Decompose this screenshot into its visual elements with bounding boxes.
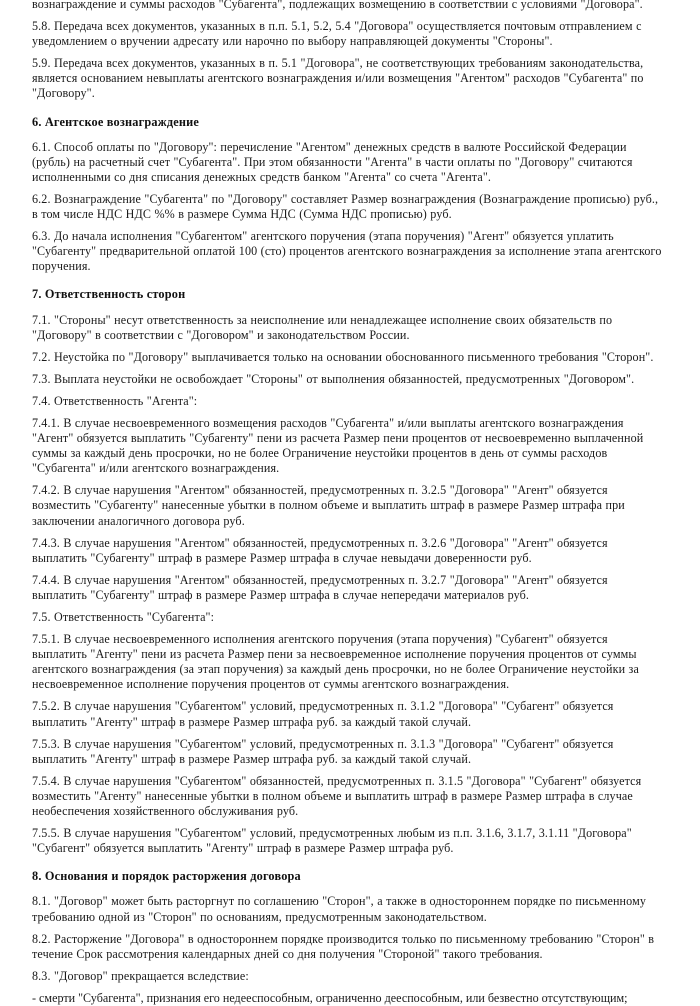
paragraph: 7.4.4. В случае нарушения "Агентом" обязанностей, предусмотренных п. 3.2.7 "Договора" "Агент" обязуется выплатить "Субагенту" штраф в размере Размер штрафа в случае непередачи материалов руб. [32, 572, 608, 602]
paragraph: 7.4.3. В случае нарушения "Агентом" обязанностей, предусмотренных п. 3.2.6 "Договора" "Агент" обязуется выплатить "Субагенту" штраф в размере Размер штрафа в случае невыдачи доверенности руб. [32, 535, 608, 565]
paragraph: 7.5.4. В случае нарушения "Субагентом" обязанностей, предусмотренных п. 3.1.5 "Договора" "Субагент" обязуется возместить "Агенту" нанесенные убытки в полном объеме и выплатить штраф в размере Размер штрафа в случае необеспечения хозяйственного обслуживания руб. [32, 773, 642, 819]
paragraph: 8.1. "Договор" может быть расторгнут по соглашению "Сторон", а также в одностороннем порядке по письменному требованию одной из "Сторон" по основаниям, предусмотренным законодательством. [32, 894, 647, 924]
paragraph: 7.4.1. В случае несвоевременного возмещения расходов "Субагента" и/или выплаты агентского вознаграждения "Агент" обязуется выплатить "Субагенту" пени из расчета Размер пени процентов от несвоевременно выплаченной суммы за каждый день просрочки, но не более Ограничение неустойки процентов в день от суммы расходов "Субагента" и/или агентского вознаграждения. [32, 415, 644, 476]
paragraph: 7.5. Ответственность "Субагента": [32, 610, 215, 624]
paragraph: 7.5.3. В случае нарушения "Субагентом" условий, предусмотренных п. 3.1.3 "Договора" "Субагент" обязуется выплатить "Агенту" штраф в размере Размер штрафа руб. за каждый такой случай. [32, 736, 614, 766]
list-item: - смерти "Субагента", признания его недееспособным, ограниченно дееспособным, или безвестно отсутствующим; [32, 990, 628, 1005]
paragraph: 7.5.2. В случае нарушения "Субагентом" условий, предусмотренных п. 3.1.2 "Договора" "Субагент" обязуется выплатить "Агенту" штраф в размере Размер штрафа руб. за каждый такой случай. [32, 699, 614, 729]
paragraph: 7.4.2. В случае нарушения "Агентом" обязанностей, предусмотренных п. 3.2.5 "Договора" "Агент" обязуется возместить "Субагенту" нанесенные убытки в полном объеме и выплатить штраф в размере Размер штрафа при заключении аналогичного договора руб. [32, 483, 625, 528]
paragraph: 6.2. Вознаграждение "Субагента" по "Договору" составляет Размер вознаграждения (Вознаграждение прописью) руб., в том числе НДС НДС %% в размере Сумма НДС (Сумма НДС прописью) руб. [32, 191, 659, 222]
section-heading: 8. Основания и порядок расторжения договора [32, 869, 301, 884]
paragraph: вознаграждение и суммы расходов "Субагента", подлежащих возмещению в соответствии с условиями "Договора". [32, 0, 643, 11]
paragraph: 8.3. "Договор" прекращается вследствие: [32, 968, 249, 983]
paragraph: 7.2. Неустойка по "Договору" выплачивается только на основании обоснованного письменного требования "Сторон". [32, 349, 654, 364]
paragraph: 5.8. Передача всех документов, указанных в п.п. 5.1, 5.2, 5.4 "Договора" осуществляется почтовым отправлением с уведомлением о вручении адресату или нарочно по выбору направляющей документы "Стороны". [32, 19, 642, 49]
paragraph: 7.5.1. В случае несвоевременного исполнения агентского поручения (этапа поручения) "Субагент" обязуется выплатить "Агенту" пени из расчета Размер пени за несвоевременное исполнение поручения процентов от суммы агентского вознаграждения (за этап поручения) за каждый день просрочки, но не более Ограничение неустойки за несвоевременное исполнение поручения процентов от суммы агентского вознаграждения. [32, 632, 639, 692]
paragraph: 7.3. Выплата неустойки не освобождает "Стороны" от выполнения обязанностей, предусмотренных "Договором". [32, 371, 635, 386]
paragraph: 8.2. Расторжение "Договора" в одностороннем порядке производится только по письменному требованию "Сторон" в течение Срок рассмотрения календарных дней со дня получения "Стороной" такого требования. [32, 931, 655, 961]
paragraph: 7.4. Ответственность "Агента": [32, 393, 198, 408]
paragraph: 6.1. Способ оплаты по "Договору": перечисление "Агентом" денежных средств в валюте Российской Федерации (рубль) на расчетный счет "Субагента". При этом обязанности "Агента" в части оплаты по "Договору" считаются исполненными со дня списания денежных средств банком "Агента" со счета "Агента". [32, 139, 633, 184]
paragraph: 6.3. До начала исполнения "Субагентом" агентского поручения (этапа поручения) "Агент" обязуется уплатить "Субагенту" предварительной оплатой 100 (сто) процентов агентского вознаграждения за исполнение этапа агентского поручения. [32, 229, 662, 274]
paragraph: 5.9. Передача всех документов, указанных в п. 5.1 "Договора", не соответствующих требованиям законодательства, является основанием невыплаты агентского вознаграждения и/или возмещения "Агентом" расходов "Субагента" по "Договору". [32, 56, 644, 101]
paragraph: 7.1. "Стороны" несут ответственность за неисполнение или ненадлежащее исполнение своих обязательств по "Договору" в соответствии с "Договором" и законодательством России. [32, 312, 613, 342]
section-heading: 6. Агентское вознаграждение [32, 114, 200, 129]
paragraph: 7.5.5. В случае нарушения "Субагентом" условий, предусмотренных любым из п.п. 3.1.6, 3.1.7, 3.1.11 "Договора" "Субагент" обязуется выплатить "Агенту" штраф в размере Размер штрафа руб. [32, 826, 632, 856]
section-heading: 7. Ответственность сторон [32, 287, 186, 302]
document-body [32, 0, 666, 1006]
